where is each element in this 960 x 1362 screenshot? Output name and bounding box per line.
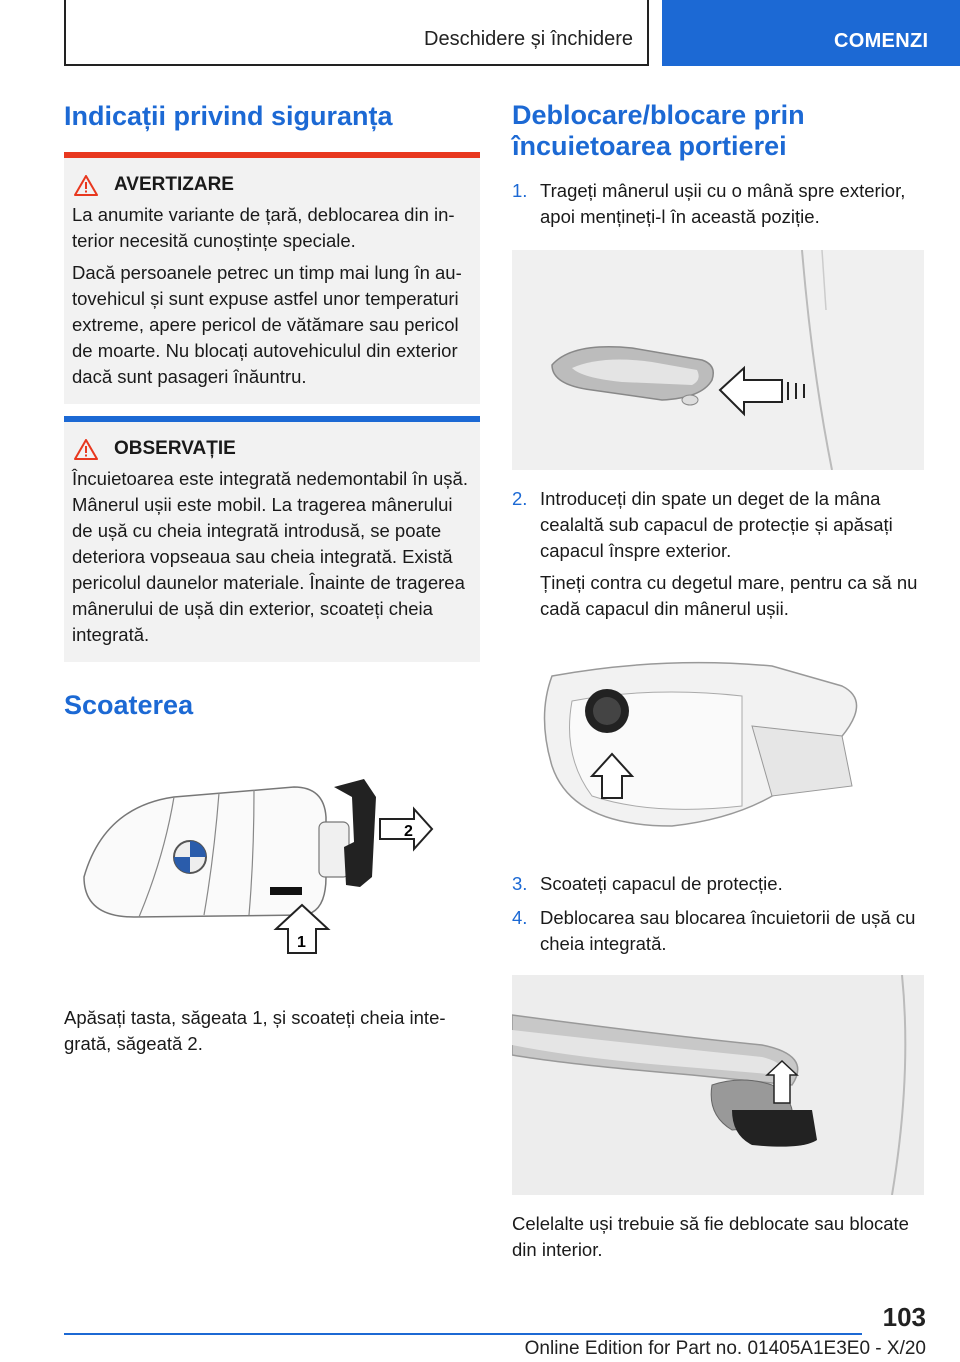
warning-triangle-icon xyxy=(74,175,98,196)
warning-triangle-icon xyxy=(74,439,98,460)
door-handle-figure-3 xyxy=(512,975,924,1195)
note-box xyxy=(64,416,480,662)
step-3 xyxy=(512,871,924,897)
door-lock-title: Deblocare/blocare prin încuietoarea portierei xyxy=(512,100,805,161)
header-tab-label: COMENZI xyxy=(834,30,929,52)
safety-title: Indicații privind siguranța xyxy=(64,101,393,131)
step-2 xyxy=(512,486,924,622)
warning-text-2: Dacă persoanele petrec un timp mai lung în autovehicul și sunt expuse astfel unor temperaturi extreme, apere pericol de vătămare sau pericol de moarte. Nu blocați autovehiculul din exterior dacă sunt pasageri înăuntru. xyxy=(72,262,462,387)
warning-box xyxy=(64,152,480,404)
key-removal-figure xyxy=(64,757,480,967)
left-column xyxy=(64,100,480,1057)
door-handle-figure-1 xyxy=(512,250,924,470)
step-number: 2. xyxy=(512,488,528,509)
arrow-label-1: 1 xyxy=(297,934,306,951)
removal-caption: Apăsați tasta, săgeata 1, și scoateți cheia integrată, săgeată 2. xyxy=(64,1007,446,1054)
header-tab-commands[interactable] xyxy=(662,0,960,66)
removal-section-title: Scoaterea xyxy=(64,690,194,720)
step-1 xyxy=(512,178,924,230)
footer-divider xyxy=(64,1333,862,1335)
header-section-title: Deschidere și închidere xyxy=(424,28,633,50)
step-text: Deblocarea sau blocarea încuietorii de ușă cu cheia integrată. xyxy=(540,907,916,954)
step-4 xyxy=(512,905,924,957)
arrow-label-2: 2 xyxy=(404,823,413,840)
page-number: 103 xyxy=(882,1302,926,1332)
right-column xyxy=(512,100,924,1263)
note-text: Încuietoarea este integrată nedemontabil în ușă. Mânerul ușii este mobil. La tragerea mânerului de ușă cu cheia integrată introdusă, se poate deteriora vopseaua sau cheia integrată. Există pericolul daunelor materiale. Înainte de tragerea mânerului de ușă din exterior, scoateți cheia integrată. xyxy=(72,468,468,645)
footer-edition: Online Edition for Part no. 01405A1E3E0 - X/20 xyxy=(524,1338,926,1359)
warning-label: AVERTIZARE xyxy=(114,174,234,195)
step-number: 1. xyxy=(512,180,528,201)
step-text: Introduceți din spate un deget de la mâna cealaltă sub capacul de protecție și apăsați capacul înspre exterior. xyxy=(540,488,893,561)
door-handle-figure-2 xyxy=(512,646,924,851)
warning-text-1: La anumite variante de țară, deblocarea din interior necesită cunoștințe speciale. xyxy=(72,204,455,251)
closing-text: Celelalte uși trebuie să fie deblocate sau blocate din interior. xyxy=(512,1213,909,1260)
step-text: Trageți mânerul ușii cu o mână spre exterior, apoi mențineți-l în această poziție. xyxy=(540,180,906,227)
step-subtext: Țineți contra cu degetul mare, pentru ca să nu cadă capacul din mânerul ușii. xyxy=(540,572,918,619)
step-number: 3. xyxy=(512,873,528,894)
header-section-box xyxy=(64,0,649,66)
step-number: 4. xyxy=(512,907,528,928)
step-text: Scoateți capacul de protecție. xyxy=(540,873,783,894)
note-label: OBSERVAȚIE xyxy=(114,438,236,459)
